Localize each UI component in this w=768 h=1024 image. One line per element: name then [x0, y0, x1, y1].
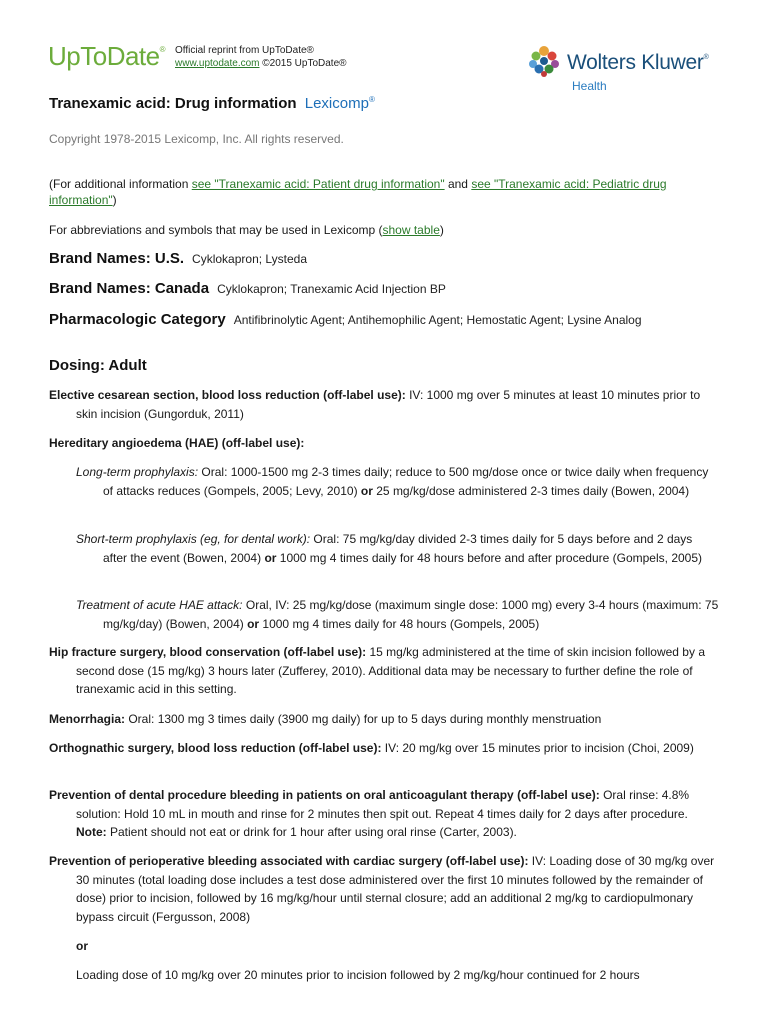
- or-separator: or: [76, 939, 88, 953]
- reprint-copyright: ©2015 UpToDate®: [262, 58, 347, 69]
- hae-acute-text1: Oral, IV: 25 mg/kg/dose (maximum single dose: 1000 mg) every 3-4 hours (maximum: 75 mg/kg/day) (Bowen, 2004): [103, 598, 719, 631]
- entry-orthognathic-label: Orthognathic surgery, blood loss reduction (off-label use):: [49, 741, 382, 755]
- abbrev-suffix: ): [439, 223, 444, 237]
- dosing-adult-heading: Dosing: Adult: [49, 357, 147, 374]
- additional-info: [49, 176, 719, 208]
- entry-hae-short-term: [76, 530, 719, 567]
- entry-hae-acute: [76, 596, 719, 633]
- uptodate-website-link[interactable]: www.uptodate.com: [175, 58, 260, 69]
- publisher-name: Wolters Kluwer: [567, 51, 704, 74]
- entry-cesarean-text: IV: 1000 mg over 5 minutes at least 10 minutes prior to skin incision (Gungorduk, 2011): [76, 388, 701, 421]
- entry-cardiac-text: IV: Loading dose of 30 mg/kg over 30 minutes (total loading dose includes a test dose administered over the first 10 minutes followed by the remainder of dose) prior to incision, followed by 16 mg/kg/hour until sternal closure; add an additional 2 mg/kg to cardiopulmonary bypass circuit (Fergusson, 2008): [76, 854, 715, 924]
- wolters-kluwer-globe-icon: [527, 44, 561, 78]
- brand-names-us-text: Cyklokapron; Lysteda: [192, 252, 307, 266]
- hae-long-term-or: or: [360, 483, 373, 498]
- lexicomp-brand: [305, 95, 375, 112]
- entry-cesarean: [49, 386, 719, 423]
- uptodate-logo-text: UpToDate: [48, 41, 160, 71]
- pharmacologic-category: [49, 311, 719, 329]
- entry-hip-fracture-label: Hip fracture surgery, blood conservation (off-label use):: [49, 645, 367, 659]
- copyright: Copyright 1978-2015 Lexicomp, Inc. All rights reserved.: [49, 132, 344, 146]
- reprint-notice: [175, 44, 347, 70]
- brand-names-canada: [49, 279, 719, 299]
- entry-menorrhagia-text: Oral: 1300 mg 3 times daily (3900 mg daily) for up to 5 days during monthly menstruation: [125, 712, 602, 726]
- additional-info-middle: and: [444, 177, 472, 191]
- brand-names-canada-heading: Brand Names: Canada: [49, 280, 210, 297]
- hae-long-term-label: Long-term prophylaxis:: [76, 465, 199, 479]
- page-title: [49, 95, 375, 112]
- entry-menorrhagia: [49, 710, 719, 729]
- entry-cesarean-label: Elective cesarean section, blood loss reduction (off-label use):: [49, 388, 406, 402]
- uptodate-logo-reg: ®: [159, 45, 166, 54]
- entry-cardiac: [49, 852, 719, 926]
- reprint-line1: Official reprint from UpToDate®: [175, 45, 314, 56]
- uptodate-logo: [48, 41, 165, 72]
- hae-long-term-text1: Oral: 1000-1500 mg 2-3 times daily; reduce to 500 mg/dose once or twice daily when frequency of attacks reduces (Gompels, 2005; Levy, 2010): [103, 465, 709, 498]
- entry-dental-text2: Patient should not eat or drink for 1 hour after using oral rinse (Carter, 2003).: [106, 825, 517, 839]
- reprint-line2: [175, 57, 347, 70]
- hae-short-term-or: or: [264, 550, 277, 565]
- additional-info-suffix: ): [112, 193, 117, 207]
- hae-acute-or: or: [247, 616, 260, 631]
- entry-orthognathic: [49, 739, 719, 758]
- entry-hae-long-term: [76, 463, 719, 500]
- lexicomp-brand-reg: ®: [368, 95, 375, 104]
- entry-loading-dose: Loading dose of 10 mg/kg over 20 minutes prior to incision followed by 2 mg/kg/hour continued for 2 hours: [76, 968, 640, 982]
- entry-dental-label: Prevention of dental procedure bleeding in patients on oral anticoagulant therapy (off-label use):: [49, 788, 600, 802]
- entry-dental: [49, 786, 719, 842]
- hae-acute-text2: 1000 mg 4 times daily for 48 hours (Gompels, 2005): [259, 616, 540, 631]
- entry-dental-note: Note:: [76, 825, 107, 839]
- entry-hip-fracture-text: 15 mg/kg administered at the time of skin incision followed by a second dose (15 mg/kg) 3 hours later (Zufferey, 2010). Additional data may be necessary to further define the role of tranexamic acid in this setting.: [76, 645, 705, 696]
- entry-hae: [49, 434, 719, 453]
- hae-short-term-label: Short-term prophylaxis (eg, for dental work):: [76, 532, 311, 546]
- pediatric-drug-info-link[interactable]: see "Tranexamic acid: Pediatric drug information": [49, 177, 667, 207]
- entry-menorrhagia-label: Menorrhagia:: [49, 712, 126, 726]
- brand-names-us: [49, 249, 719, 269]
- brand-names-canada-text: Cyklokapron; Tranexamic Acid Injection BP: [217, 282, 446, 296]
- abbreviations-note: [49, 222, 719, 238]
- hae-long-term-text2: 25 mg/kg/dose administered 2-3 times daily (Bowen, 2004): [372, 483, 690, 498]
- show-table-link[interactable]: show table: [382, 223, 440, 237]
- entry-hae-label: Hereditary angioedema (HAE) (off-label use):: [49, 436, 305, 450]
- entry-orthognathic-text: IV: 20 mg/kg over 15 minutes prior to incision (Choi, 2009): [381, 741, 694, 755]
- entry-dental-text1: Oral rinse: 4.8% solution: Hold 10 mL in mouth and rinse for 2 minutes then spit out. Repeat 4 times daily for 2 days after procedure.: [76, 788, 690, 821]
- brand-names-us-heading: Brand Names: U.S.: [49, 250, 185, 267]
- additional-info-prefix: (For additional information: [49, 177, 192, 191]
- patient-drug-info-link[interactable]: see "Tranexamic acid: Patient drug information": [191, 177, 445, 191]
- publisher-subtitle: Health: [572, 79, 607, 93]
- pharmacologic-category-text: Antifibrinolytic Agent; Antihemophilic Agent; Hemostatic Agent; Lysine Analog: [233, 313, 642, 327]
- pharmacologic-category-heading: Pharmacologic Category: [49, 311, 226, 328]
- lexicomp-brand-text: Lexicomp: [304, 95, 369, 112]
- entry-hip-fracture: [49, 643, 719, 699]
- publisher-reg: ®: [703, 54, 709, 61]
- hae-short-term-text1: Oral: 75 mg/kg/day divided 2-3 times daily for 5 days before and 2 days after the event (Bowen, 2004): [103, 532, 693, 565]
- abbrev-prefix: For abbreviations and symbols that may be used in Lexicomp (: [49, 223, 383, 237]
- hae-acute-label: Treatment of acute HAE attack:: [76, 598, 243, 612]
- wolters-kluwer-name: [567, 51, 708, 75]
- hae-short-term-text2: 1000 mg 4 times daily for 48 hours before and after procedure (Gompels, 2005): [276, 550, 703, 565]
- page-title-text: Tranexamic acid: Drug information: [49, 95, 297, 112]
- wolters-kluwer-logo: [527, 44, 737, 96]
- entry-cardiac-label: Prevention of perioperative bleeding associated with cardiac surgery (off-label use):: [49, 854, 529, 868]
